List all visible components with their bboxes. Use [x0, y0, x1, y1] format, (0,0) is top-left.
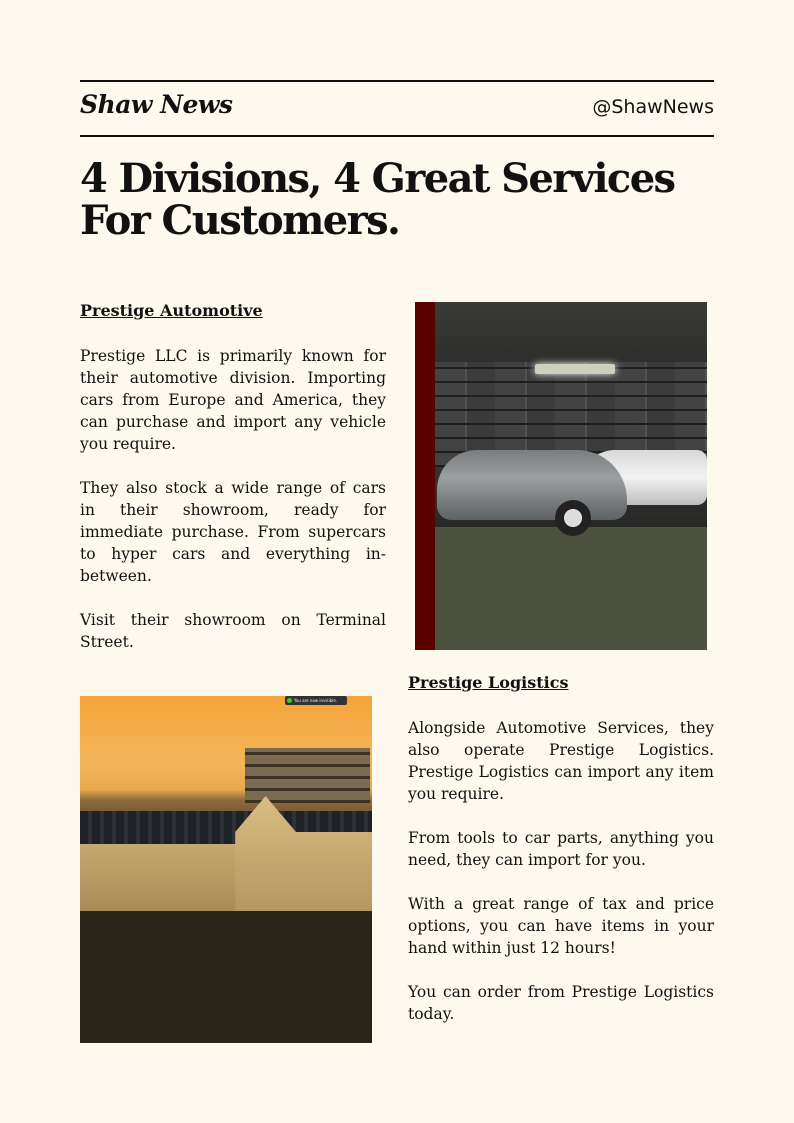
garage-photo [415, 302, 707, 650]
headline: 4 Divisions, 4 Great Services For Customers. [80, 155, 675, 244]
automotive-paragraph: They also stock a wide range of cars in their showroom, ready for immediate purchase. From supercars to hyper cars and everything in-between. [80, 479, 386, 585]
ceiling-lamp [535, 364, 615, 374]
garage-floor [435, 527, 707, 650]
bottom-rule [80, 135, 714, 137]
automotive-paragraph [80, 609, 386, 653]
industrial-photo [80, 696, 372, 1043]
masthead-logo: Shaw News [80, 90, 233, 119]
automotive-paragraph: Prestige LLC is primarily known for their automotive division. Importing cars from Europe and America, they can purchase and import any vehicle you require. [80, 347, 386, 453]
grey-car [437, 450, 627, 520]
social-handle: @ShawNews [592, 96, 714, 118]
automotive-body [80, 345, 386, 675]
logistics-paragraph: Alongside Automotive Services, they also operate Prestige Logistics. Prestige Logistics can import any item you require. [408, 719, 714, 803]
distant-building [245, 748, 370, 803]
automotive-paragraph-text: Visit their showroom on Terminal Street. [80, 611, 386, 651]
hidden-sponsor-text: Gladly Sponsored [138, 633, 278, 651]
red-pillar [415, 302, 435, 650]
logistics-body [408, 717, 714, 1047]
car-wheel [555, 500, 591, 536]
logistics-paragraph: From tools to car parts, anything you need, they can import for you. [408, 829, 714, 869]
logistics-title: Prestige Logistics [408, 673, 569, 692]
automotive-title: Prestige Automotive [80, 301, 263, 320]
top-rule [80, 80, 714, 82]
invisible-notice: You are now invisible. [285, 696, 347, 705]
ground [80, 911, 372, 1043]
logistics-paragraph: With a great range of tax and price options, you can have items in your hand within just 12 hours! [408, 895, 714, 957]
logistics-paragraph: You can order from Prestige Logistics today. [408, 983, 714, 1023]
